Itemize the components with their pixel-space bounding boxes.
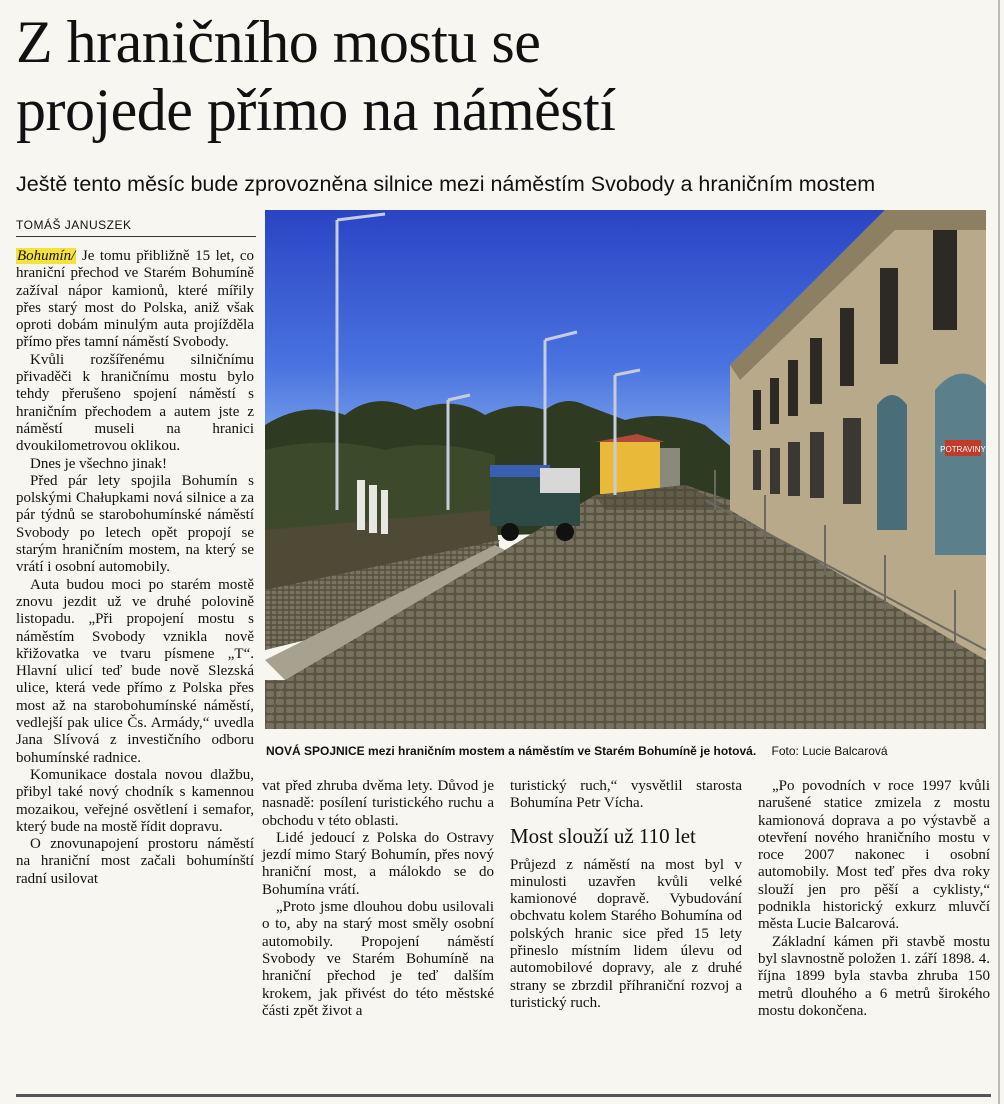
article-column-2 xyxy=(262,778,494,1020)
paragraph: „Proto jsme dlouhou dobu usilovali o to, aby na starý most směly osobní automobily. Propojení náměstí Svobody ve Starém Bohumíně na hraniční přechod je teď dalším krokem, jak přivést do této městské části zpět život a xyxy=(262,899,494,1019)
lead-paragraph: Bohumín/ Je tomu přibližně 15 let, co hraniční přechod ve Starém Bohumíně zažíval nápor kamionů, které mířily přes starý most do Polska, aniž však oproti dobám minulým auta projížděla přímo přes tamní náměstí Svobody. xyxy=(16,248,255,351)
paragraph: Kvůli rozšířenému silničnímu přivaděči k hraničnímu mostu bylo tehdy přerušeno spojení náměstí s hraničním přechodem a autem jste z náměstí museli na hranici dvoukilometrovou oklikou. xyxy=(16,351,254,455)
paragraph: Komunikace dostala novou dlažbu, přibyl také nový chodník s kamennou mozaikou, veřejné osvětlení i semafor, který bude na mostě řídit dopravu. xyxy=(16,766,254,835)
page-edge-line xyxy=(998,0,1000,1104)
caption-lead: NOVÁ SPOJNICE xyxy=(266,744,365,758)
paragraph: vat před zhruba dvěma lety. Důvod je nasnadě: posílení turistického ruchu a obchodu v této oblasti. xyxy=(262,778,494,829)
shop-sign: POTRAVINY xyxy=(940,445,986,454)
photo-credit: Foto: Lucie Balcarová xyxy=(771,744,888,758)
photo-caption xyxy=(266,743,991,759)
byline: TOMÁŠ JANUSZEK xyxy=(16,218,256,237)
paragraph: Auta budou moci po starém mostě znovu jezdit už ve druhé polovině listopadu. „Při propojení mostu s náměstím Svobody vznikla nově křižovatka ve tvaru písmene „T“. Hlavní ulicí teď bude nově Slezská ulice, která vede přímo z Polska přes most až na starobohumínské náměstí, vedlejší pak ulice Čs. Armády,“ uvedla Jana Slívová z investičního odboru bohumínské radnice. xyxy=(16,576,254,766)
bottom-rule xyxy=(16,1094,991,1097)
paragraph: turistický ruch,“ vysvětlil starosta Bohumína Petr Vícha. xyxy=(510,778,742,812)
dateline-place: Bohumín/ xyxy=(17,248,76,264)
paragraph: „Po povodních v roce 1997 kvůli narušené statice zmizela z mostu kamionová doprava a po výstavbě a otevření nového hraničního mostu v roce 2007 nakonec i osobní automobily. Most teď přes dva roky slouží jen pro pěší a cyklisty,“ podnikla historický exkurz mluvčí města Lucie Balcarová. xyxy=(758,778,990,933)
headline-line-1: Z hraničního mostu se xyxy=(16,9,541,75)
article-column-4 xyxy=(758,778,990,1020)
headline xyxy=(16,8,986,144)
headline-line-2: projede přímo na náměstí xyxy=(16,77,616,143)
caption-text: mezi hraničním mostem a náměstím ve Starém Bohumíně je hotová. xyxy=(368,744,757,758)
paragraph: Lidé jedoucí z Polska do Ostravy jezdí mimo Starý Bohumín, přes nový hraniční most, a málokdo se do Bohumína vrátí. xyxy=(262,829,494,898)
paragraph: Průjezd z náměstí na most byl v minulosti uzavřen kvůli velké kamionové dopravě. Vybudování obchvatu kolem Starého Bohumína od polských hranic sice před 15 lety přineslo místním lidem úlevu od automobilové dopravy, ale z druhé strany se zbrzdil příhraniční rozvoj a turistický ruch. xyxy=(510,856,742,1011)
paragraph: Dnes je všechno jinak! xyxy=(30,455,168,472)
article-column-1 xyxy=(16,248,254,888)
paragraph: Před pár lety spojila Bohumín s polskými Chałupkami nová silnice a za pár týdnů se starobohumínské náměstí Svobody po letech opět propojí se starým hraničním mostem, na který se vrátí i osobní automobily. xyxy=(16,472,254,576)
paragraph: Základní kámen při stavbě mostu byl slavnostně položen 1. září 1898. 4. října 1899 byla stavba zhruba 150 metrů dlouhého a 6 metrů širokého mostu dokončena. xyxy=(758,933,990,1019)
section-subtitle: Most slouží už 110 let xyxy=(510,823,696,848)
paragraph: O znovunapojení prostoru náměstí na hraniční most začali bohumínští radní usilovat xyxy=(16,836,254,887)
article-column-3 xyxy=(510,778,742,1012)
street-photo xyxy=(265,210,986,729)
subheadline: Ještě tento měsíc bude zprovozněna silnice mezi náměstím Svobody a hraničním mostem xyxy=(16,172,876,196)
